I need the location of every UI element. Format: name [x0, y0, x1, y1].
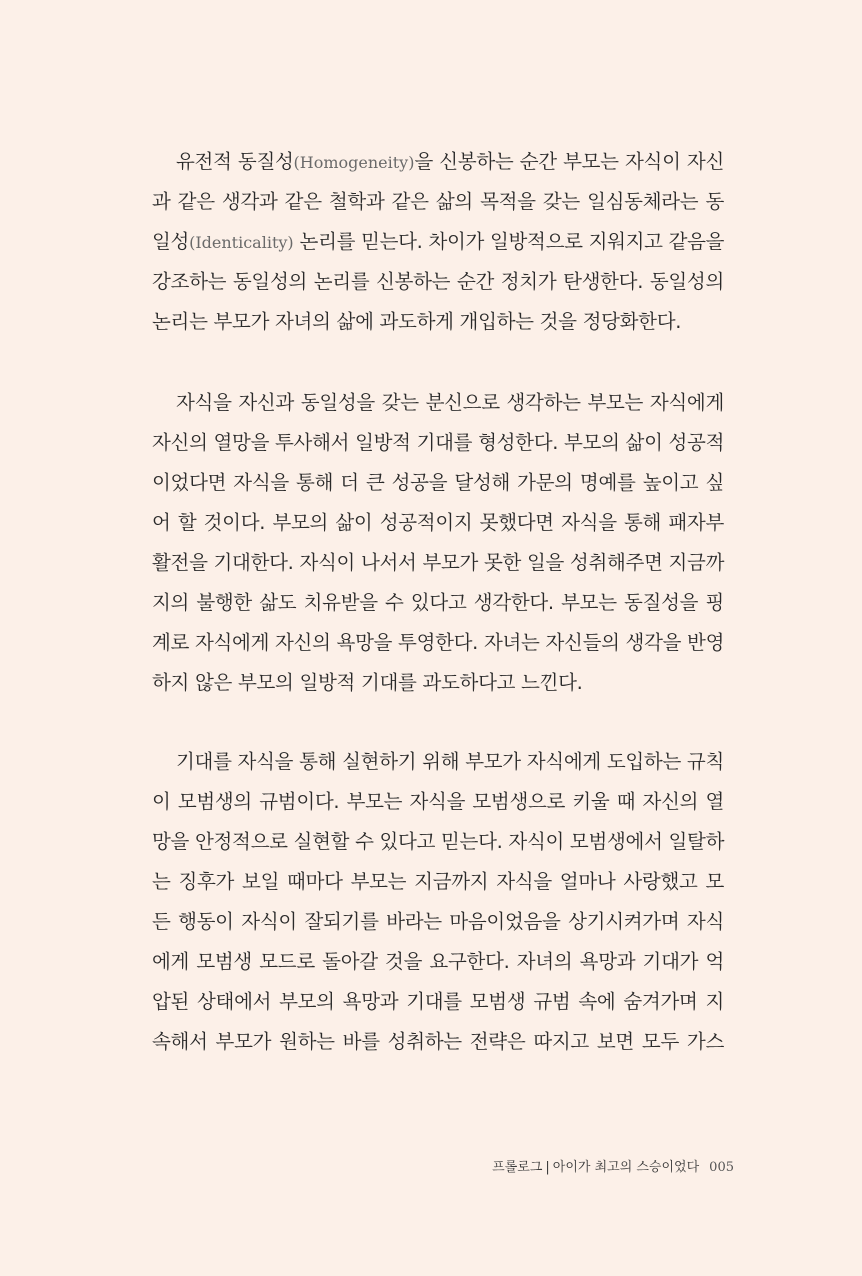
text-line: 강조하는 동일성의 논리를 신봉하는 순간 정치가 탄생한다. 동일성의	[152, 270, 724, 293]
text-line: 망을 안정적으로 실현할 수 있다고 믿는다. 자식이 모범생에서 일탈하	[152, 830, 725, 853]
english-term: (Identicality)	[189, 233, 294, 252]
footer-section: 프롤로그	[492, 1160, 543, 1175]
text-line: 압된 상태에서 부모의 욕망과 기대를 모범생 규범 속에 숨겨가며 지	[152, 990, 724, 1013]
page-number: 005	[709, 1160, 734, 1175]
page-footer	[492, 1158, 734, 1178]
text-line: 계로 자식에게 자신의 욕망을 투영한다. 자녀는 자신들의 생각을 반영	[152, 631, 725, 654]
text-line: 는 징후가 보일 때마다 부모는 지금까지 자식을 얼마나 사랑했고 모	[152, 870, 724, 893]
footer-chapter-title: 아이가 최고의 스승이었다	[552, 1160, 700, 1175]
text-line: 과 같은 생각과 같은 철학과 같은 삶의 목적을 갖는 일심동체라는 동	[152, 190, 724, 213]
text-line: 유전적 동질성(Homogeneity)을 신봉하는 순간 부모는 자식이 자신	[176, 150, 724, 173]
text-line: 든 행동이 자식이 잘되기를 바라는 마음이었음을 상기시켜가며 자식	[152, 910, 724, 933]
text-line: 지의 불행한 삶도 치유받을 수 있다고 생각한다. 부모는 동질성을 핑	[152, 591, 724, 614]
text-line: 활전을 기대한다. 자식이 나서서 부모가 못한 일을 성취해주면 지금까	[152, 551, 725, 574]
english-term: (Homogeneity)	[293, 153, 415, 172]
text-line: 논리는 부모가 자녀의 삶에 과도하게 개입하는 것을 정당화한다.	[152, 310, 682, 333]
text-line: 하지 않은 부모의 일방적 기대를 과도하다고 느낀다.	[152, 671, 583, 694]
text-line: 기대를 자식을 통해 실현하기 위해 부모가 자식에게 도입하는 규칙	[176, 750, 724, 773]
footer-separator: |	[545, 1160, 550, 1175]
paragraph-3	[152, 742, 724, 1062]
paragraph-2	[152, 383, 724, 703]
paragraph-1	[152, 142, 724, 342]
text-line: 이 모범생의 규범이다. 부모는 자식을 모범생으로 키울 때 자신의 열	[152, 790, 724, 813]
text-line: 자신의 열망을 투사해서 일방적 기대를 형성한다. 부모의 삶이 성공적	[152, 431, 725, 454]
text-line: 속해서 부모가 원하는 바를 성취하는 전략은 따지고 보면 모두 가스	[152, 1030, 724, 1053]
text-line: 자식을 자신과 동일성을 갖는 분신으로 생각하는 부모는 자식에게	[176, 391, 724, 414]
text-line: 에게 모범생 모드로 돌아갈 것을 요구한다. 자녀의 욕망과 기대가 억	[152, 950, 724, 973]
text-line: 일성(Identicality) 논리를 믿는다. 차이가 일방적으로 지워지고 같음을	[152, 230, 725, 253]
text-line: 어 할 것이다. 부모의 삶이 성공적이지 못했다면 자식을 통해 패자부	[152, 511, 724, 534]
text-line: 이었다면 자식을 통해 더 큰 성공을 달성해 가문의 명예를 높이고 싶	[152, 471, 724, 494]
